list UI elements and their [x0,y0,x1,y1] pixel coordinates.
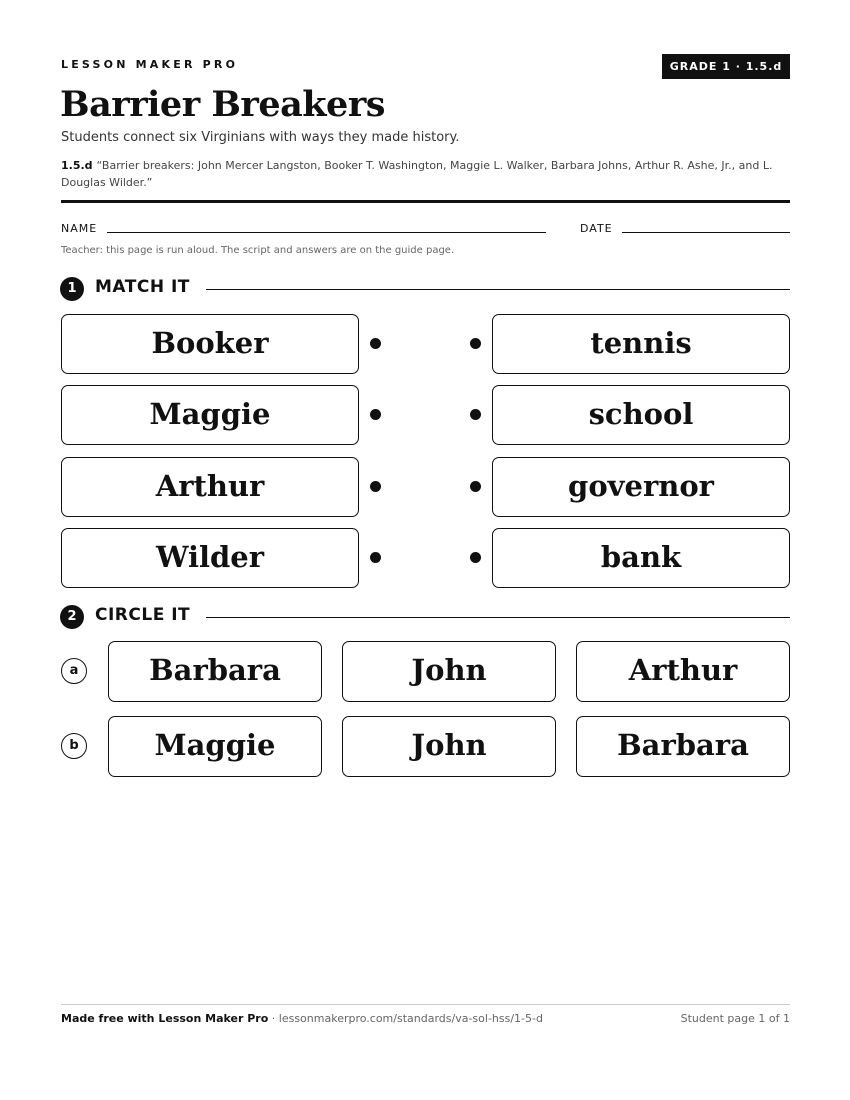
date-label: DATE [580,222,613,235]
match-left-item[interactable]: Maggie [61,385,359,445]
footer-divider [61,1004,790,1005]
standard-text: “Barrier breakers: John Mercer Langston, Booker T. Washington, Maggie L. Walker, Barbara Johns, Arthur R. Ashe, Jr., and L. Douglas Wilder.” [61,159,773,189]
section-divider-match [206,289,790,290]
circle-option[interactable]: Maggie [108,716,322,777]
footer-url[interactable]: · lessonmakerpro.com/standards/va-sol-hss/1-5-d [268,1012,543,1025]
match-left-item[interactable]: Arthur [61,457,359,517]
match-right-item[interactable]: school [492,385,790,445]
circle-option[interactable]: Barbara [576,716,790,777]
header-divider [61,200,790,203]
row-marker-a: a [61,658,87,684]
circle-option[interactable]: Barbara [108,641,322,702]
match-right-dot[interactable] [470,409,481,420]
section-number-match: 1 [60,277,84,301]
match-left-dot[interactable] [370,409,381,420]
name-field[interactable] [107,232,546,233]
section-title-circle: CIRCLE IT [95,605,191,625]
match-left-dot[interactable] [370,481,381,492]
name-label: NAME [61,222,98,235]
circle-option[interactable]: John [342,641,556,702]
match-right-dot[interactable] [470,552,481,563]
grade-badge: GRADE 1 · 1.5.d [662,54,790,79]
brand-name: LESSON MAKER PRO [61,58,239,71]
section-title-match: MATCH IT [95,277,190,297]
match-left-dot[interactable] [370,552,381,563]
standard-code: 1.5.d [61,159,93,172]
page-title: Barrier Breakers [60,84,385,125]
match-left-item[interactable]: Booker [61,314,359,374]
match-right-item[interactable]: tennis [492,314,790,374]
section-number-circle: 2 [60,605,84,629]
footer-made-with: Made free with Lesson Maker Pro [61,1012,269,1025]
section-divider-circle [206,617,790,618]
circle-option[interactable]: Arthur [576,641,790,702]
footer-page-info: Student page 1 of 1 [680,1012,790,1025]
match-left-dot[interactable] [370,338,381,349]
standard-description [61,157,776,191]
page-subtitle: Students connect six Virginians with ways they made history. [61,130,460,145]
match-right-dot[interactable] [470,338,481,349]
teacher-note: Teacher: this page is run aloud. The script and answers are on the guide page. [61,245,455,256]
match-right-item[interactable]: bank [492,528,790,588]
match-left-item[interactable]: Wilder [61,528,359,588]
match-right-dot[interactable] [470,481,481,492]
match-right-item[interactable]: governor [492,457,790,517]
date-field[interactable] [622,232,790,233]
row-marker-b: b [61,733,87,759]
footer-credit [61,1012,543,1025]
circle-option[interactable]: John [342,716,556,777]
